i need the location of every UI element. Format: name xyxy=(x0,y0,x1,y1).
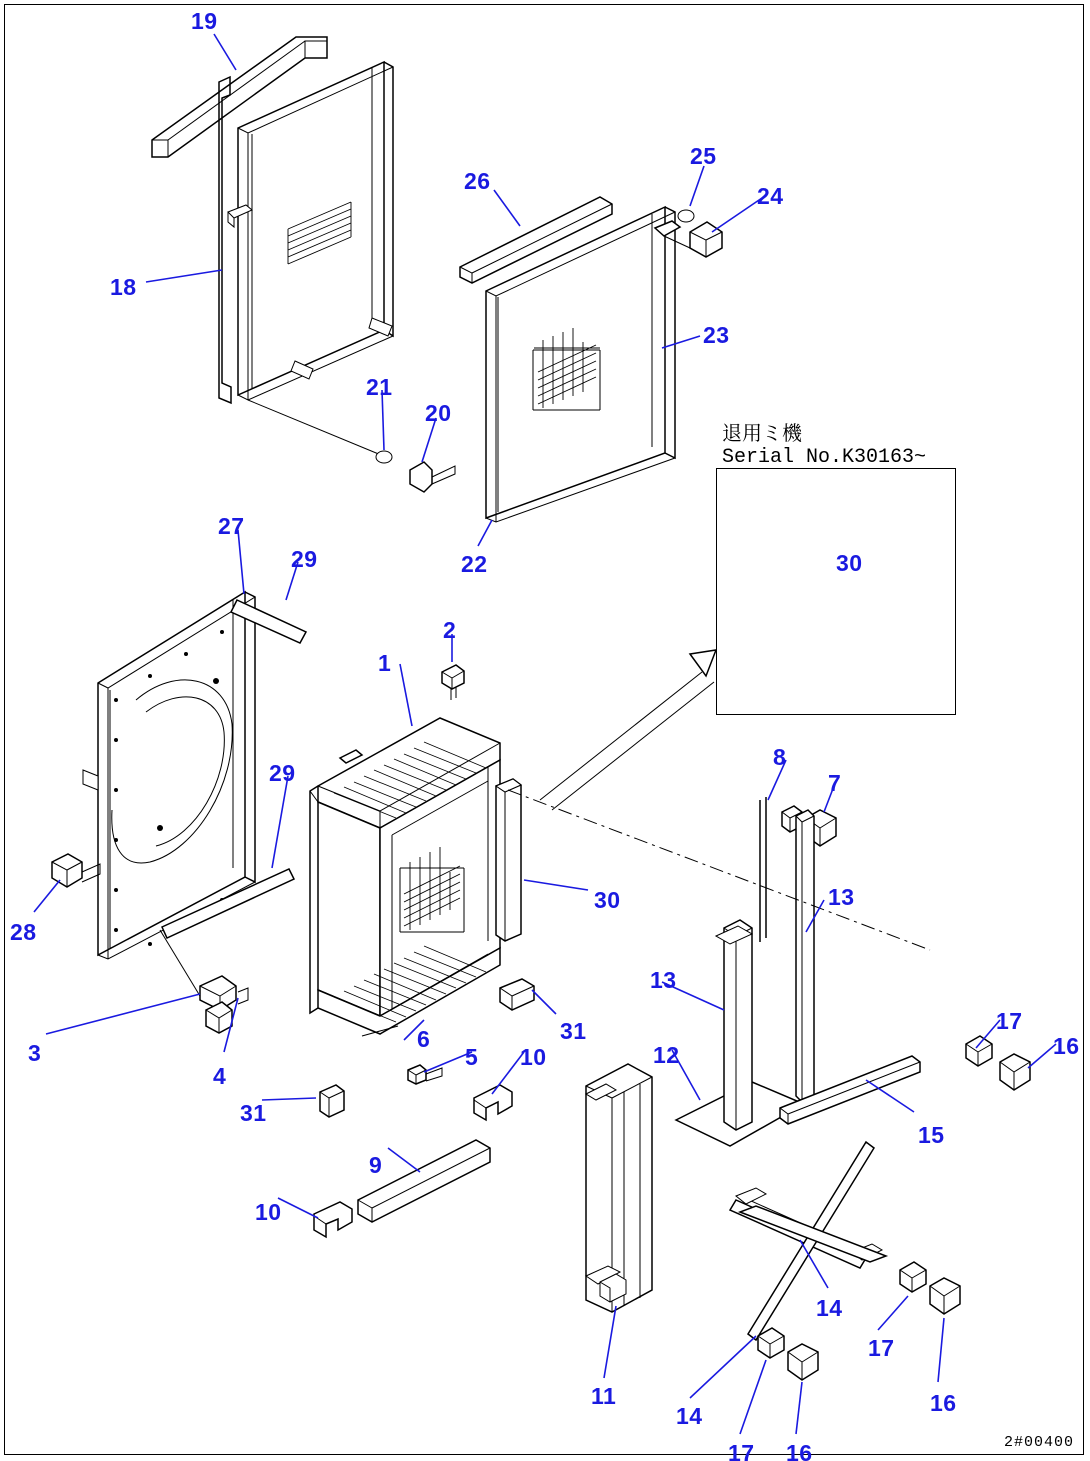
callout-29-mid: 29 xyxy=(269,760,296,786)
callout-13-right: 13 xyxy=(828,884,855,910)
callout-14-b: 14 xyxy=(676,1403,703,1429)
callout-8: 8 xyxy=(773,744,787,770)
note-line-2: Serial No.K30163~ xyxy=(722,445,927,469)
part-14-braces xyxy=(730,1142,882,1340)
callout-24: 24 xyxy=(757,183,784,209)
callout-18: 18 xyxy=(110,274,137,300)
callout-23: 23 xyxy=(703,322,730,348)
part-20-21-bolt xyxy=(248,400,455,492)
callout-16-b: 16 xyxy=(930,1390,957,1416)
callout-6: 6 xyxy=(417,1026,431,1052)
callout-1: 1 xyxy=(378,650,392,676)
callout-17-b: 17 xyxy=(868,1335,895,1361)
callout-10-mid: 10 xyxy=(520,1044,547,1070)
part-8-post xyxy=(760,797,766,942)
part-11-frame xyxy=(586,1064,652,1312)
callout-note-30: 30 xyxy=(836,550,863,576)
part-18-guard-panel xyxy=(219,62,393,403)
callout-2: 2 xyxy=(443,617,457,643)
callout-30: 30 xyxy=(594,887,621,913)
note-line-1: 退用ミ機 xyxy=(722,424,802,447)
part-base-plate-right xyxy=(740,1206,886,1262)
callout-17-c: 17 xyxy=(728,1440,755,1461)
callout-28: 28 xyxy=(10,919,37,945)
callout-14-a: 14 xyxy=(816,1295,843,1321)
serial-note-box xyxy=(716,468,956,715)
part-2-clip xyxy=(442,665,464,700)
serial-note-text xyxy=(722,425,926,468)
callout-26: 26 xyxy=(464,168,491,194)
callout-27: 27 xyxy=(218,513,245,539)
callout-21: 21 xyxy=(366,374,393,400)
callout-16-c: 16 xyxy=(786,1440,813,1461)
part-13-posts xyxy=(716,810,814,1130)
callout-31-top: 31 xyxy=(560,1018,587,1044)
callout-29-top: 29 xyxy=(291,546,318,572)
callout-31-low: 31 xyxy=(240,1100,267,1126)
callout-12: 12 xyxy=(653,1042,680,1068)
callout-10-low: 10 xyxy=(255,1199,282,1225)
callout-17-a: 17 xyxy=(996,1008,1023,1034)
callout-15: 15 xyxy=(918,1122,945,1148)
part-3-4-mounts xyxy=(160,930,248,1033)
callout-7: 7 xyxy=(828,770,842,796)
callout-19: 19 xyxy=(191,8,218,34)
callout-4: 4 xyxy=(213,1063,227,1089)
drawing-number: 2#00400 xyxy=(1003,1434,1074,1451)
callout-16-a: 16 xyxy=(1053,1033,1080,1059)
callout-3: 3 xyxy=(28,1040,42,1066)
callout-22: 22 xyxy=(461,551,488,577)
callout-13-left: 13 xyxy=(650,967,677,993)
callout-5: 5 xyxy=(465,1044,479,1070)
callout-20: 20 xyxy=(425,400,452,426)
part-1-radiator xyxy=(310,718,500,1034)
callout-25: 25 xyxy=(690,143,717,169)
callout-11: 11 xyxy=(591,1383,617,1409)
part-30-side-plate xyxy=(496,779,521,941)
callout-9: 9 xyxy=(369,1152,383,1178)
